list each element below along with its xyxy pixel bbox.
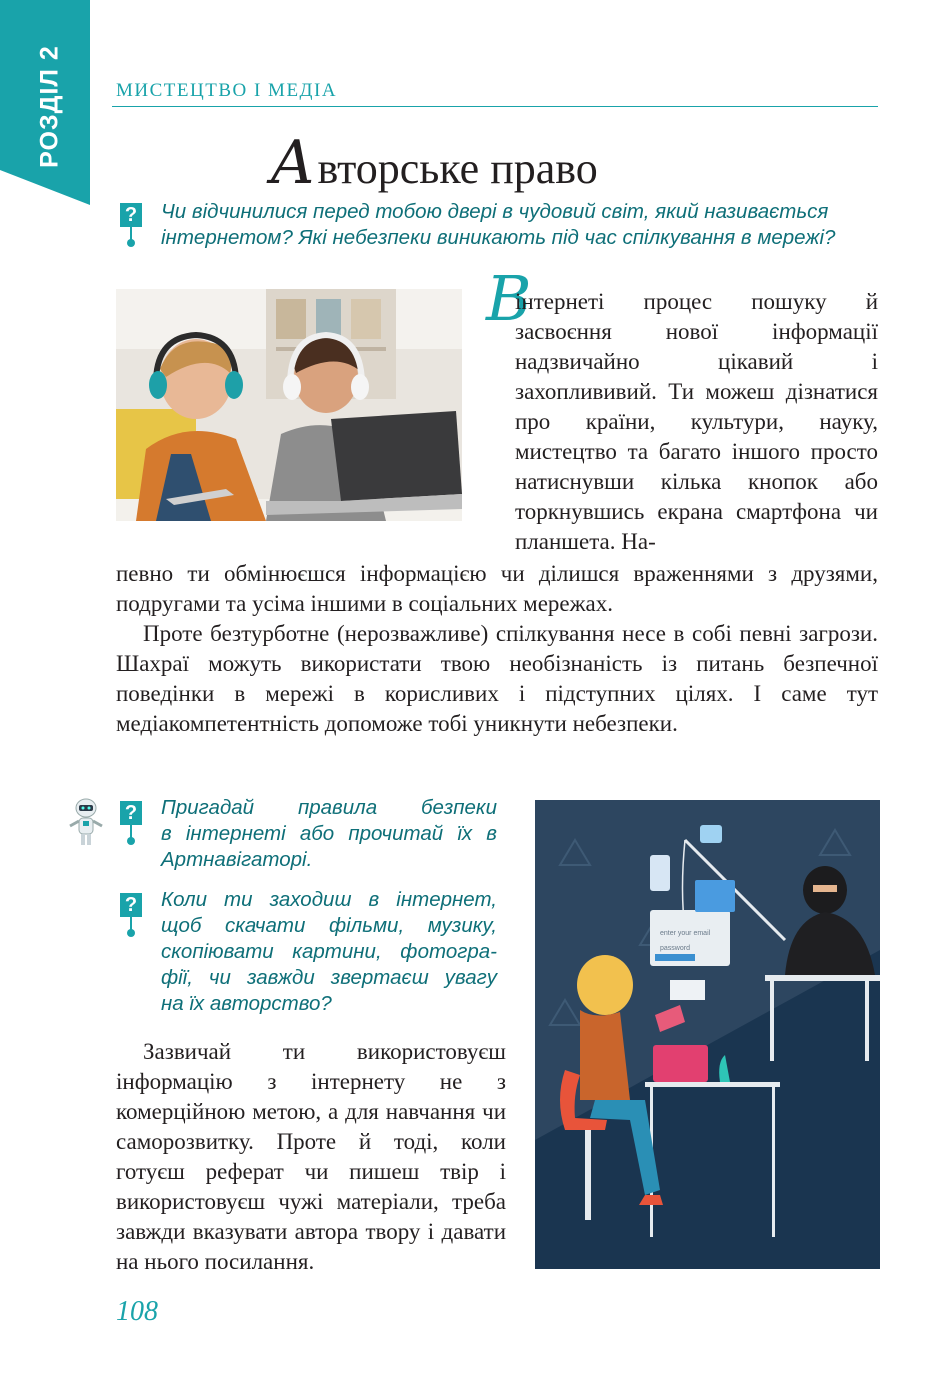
boys-laptop-photo [116,289,462,521]
question-3-line: на їх авторство? [161,992,332,1015]
illustration-password-label: password [660,945,690,952]
question-2-line: Артнавігаторі. [161,848,313,871]
question-1-line: інтернетом? Які небезпеки виникають під час спілкування в мережі? [161,226,836,249]
paragraph-3: Зазвичай ти використовуєш інформацію з інтернету не з комерційною метою, а для навчання чи саморозвитку. Проте й тоді, коли готуєш реферат чи пишеш твір і використовуєш чужі матеріали, треба завжди вказувати автора твору і давати на нього посилання. [116,1039,506,1274]
paragraph-1: інтернеті процес пошуку й засвоєння нової інформації надзвичайно цікавий і захоплививий. Ти можеш дізнатися про країни, культури, науку, мистецтво та багато іншого просто натиснувши кілька кнопок або торкнувшись екрана смартфона чи планшета. На- [515,289,878,554]
dropcap: В [486,262,532,335]
question-icon: ? [120,893,154,939]
question-1 [161,199,881,251]
question-3-line: Коли ти заходиш в інтернет, [161,888,497,911]
robot-icon [66,796,106,848]
question-3-line: щоб скачати фільми, музику, [161,914,497,937]
title-initial: А [270,128,316,198]
question-3 [161,887,497,1017]
chapter-tab-label [30,40,70,180]
chapter-tab-text: РОЗДІЛ 2 [35,45,64,168]
paragraph-1-continued: певно ти обмінюєшся інформацією чи ділишся враженнями з друзями, подругами та усіма іншими в соціальних мережах. [116,561,878,616]
question-2-line: в інтернеті або прочитай їх в [161,822,497,845]
question-3-line: скопіювати картини, фотогра- [161,940,497,963]
question-icon: ? [120,801,154,847]
section-title: МИСТЕЦТВО І МЕДІА [116,80,338,101]
page-title [270,128,598,198]
illustration-email-label: enter your email [660,930,711,937]
title-rest: вторське право [317,144,598,193]
phishing-illustration [535,800,880,1269]
question-1-line: Чи відчинилися перед тобою двері в чудовий світ, який називається [161,200,829,223]
question-2 [161,795,497,873]
page-number: 108 [116,1296,158,1327]
question-icon: ? [120,203,154,249]
question-2-line: Пригадай правила безпеки [161,796,497,819]
question-3-line: фії, чи завжди звертаєш увагу [161,966,497,989]
paragraph-2: Проте безтурботне (нерозважливе) спілкування несе в собі певні загрози. Шахраї можуть використати твою необізнаність із питань безпечної поведінки в мережі в корисливих і підступних цілях. І саме тут медіакомпетентність допоможе тобі уникнути небезпеки. [116,621,878,736]
header-rule [112,106,878,107]
